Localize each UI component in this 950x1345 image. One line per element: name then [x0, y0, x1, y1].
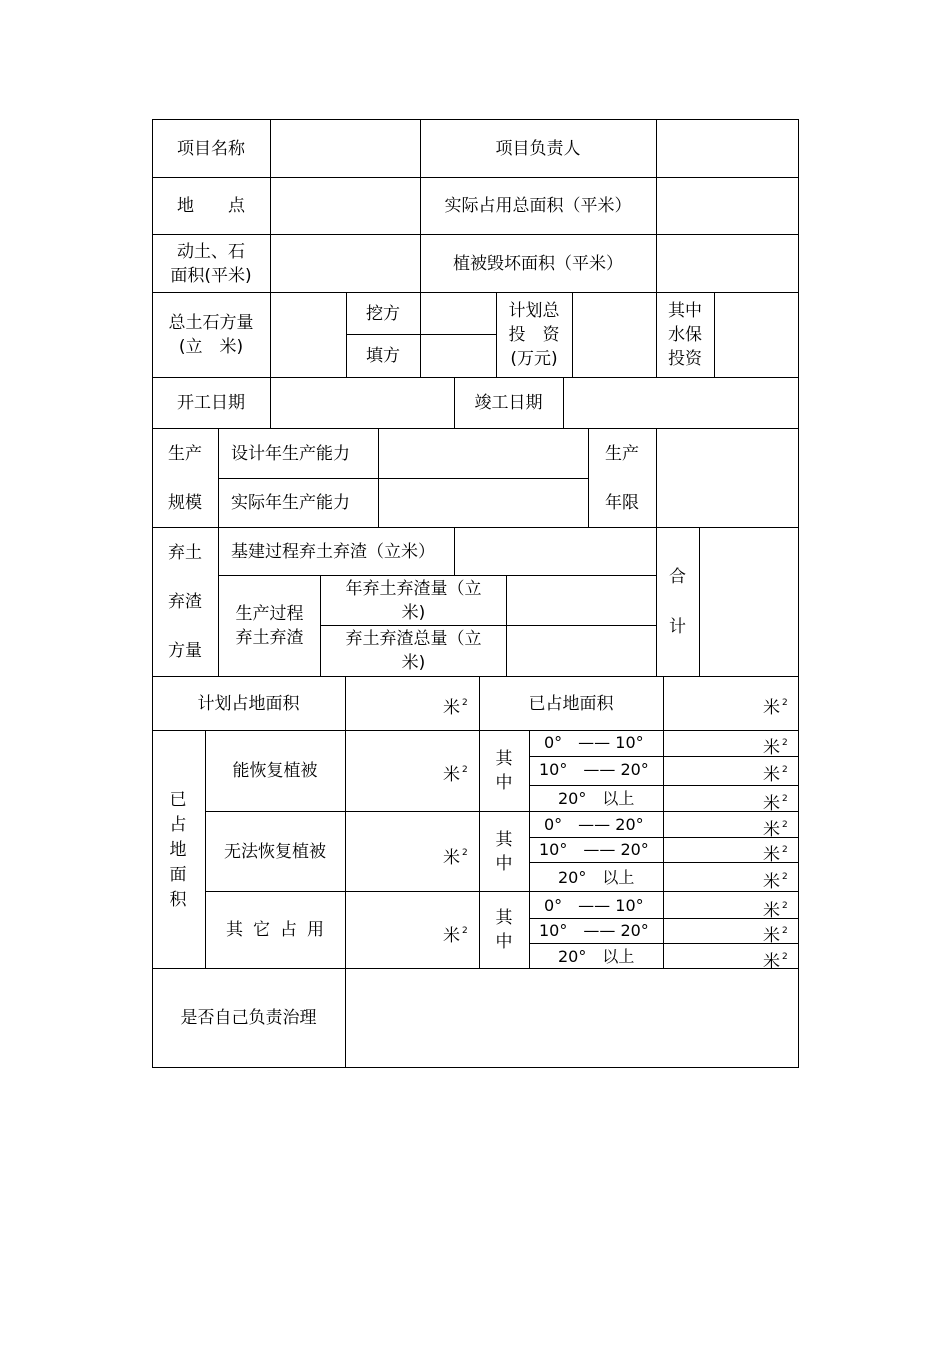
unit-text: 米 — [763, 794, 780, 814]
slope-unit — [763, 866, 788, 893]
unit-text: 米 — [763, 820, 780, 840]
excavation-label: 挖方 — [366, 303, 400, 324]
unit-text: 米 — [443, 698, 460, 718]
soil-investment-line2: 水保 — [668, 325, 702, 345]
slope-range: 0° —— 10° — [544, 733, 644, 752]
slope-divider — [529, 756, 799, 757]
occupied-char: 面 — [169, 865, 187, 885]
production-scale-label — [152, 429, 218, 527]
unit-superscript: 2 — [462, 698, 468, 708]
spoil-volume-label — [152, 528, 218, 676]
table-border-right — [798, 119, 799, 1068]
planned-investment-label — [496, 293, 572, 377]
occupied-char: 占 — [169, 815, 187, 835]
among-line1: 其 — [495, 749, 513, 769]
earth-area-label — [152, 235, 270, 292]
unit-text: 米 — [763, 901, 780, 921]
slope-unit — [763, 759, 788, 786]
production-period-label — [588, 429, 656, 527]
earth-area-label-line2: 面积(平米) — [170, 265, 252, 286]
among-line1: 其 — [495, 908, 513, 928]
restorable-vegetation-label: 能恢复植被 — [232, 761, 318, 781]
fill-label: 填方 — [366, 346, 400, 366]
sum-line1: 合 — [669, 567, 686, 587]
spoil-volume-line1: 弃土 — [168, 542, 202, 563]
col-divider — [563, 377, 564, 428]
planned-area-label: 计划占地面积 — [197, 693, 300, 714]
earth-area-label-line1: 动土、石 — [177, 241, 245, 262]
production-period-line2: 年限 — [605, 492, 639, 513]
planned-investment-line1: 计划总 — [508, 301, 560, 321]
occupied-area-label: 已占地面积 — [528, 693, 614, 714]
unit-superscript: 2 — [782, 952, 788, 962]
occupied-area-unit — [763, 692, 788, 719]
unit-superscript: 2 — [782, 765, 788, 775]
unit-superscript: 2 — [782, 820, 788, 830]
col-divider — [699, 527, 700, 676]
unit-text: 米 — [763, 952, 780, 972]
slope-divider — [529, 785, 799, 786]
production-period-line1: 生产 — [605, 443, 639, 464]
annual-spoil-line2: 米) — [401, 602, 426, 623]
among-line1: 其 — [495, 829, 513, 850]
unit-text: 米 — [763, 872, 780, 892]
among-label — [479, 892, 529, 968]
unit-text: 米 — [763, 765, 780, 785]
slope-divider — [529, 862, 799, 863]
col-divider — [656, 119, 657, 292]
occupied-char: 地 — [169, 840, 187, 860]
total-volume-label-line1: 总土石方量 — [168, 313, 254, 333]
production-scale-line2: 规模 — [168, 492, 202, 513]
slope-unit — [763, 814, 788, 841]
restorable-vegetation-unit — [443, 759, 468, 786]
slope-unit — [763, 839, 788, 866]
vegetation-area-label: 植被毁坏面积（平米） — [453, 253, 623, 274]
production-spoil-label — [219, 576, 320, 676]
planned-investment-line3: (万元) — [510, 349, 558, 369]
occupied-land-vertical-label — [166, 788, 190, 913]
slope-range: 10° —— 20° — [539, 921, 649, 940]
unit-text: 米 — [763, 738, 780, 758]
other-occupation-label: 其它占用 — [226, 920, 334, 940]
project-name-label: 项目名称 — [177, 138, 245, 159]
slope-divider — [529, 837, 799, 838]
among-line2: 中 — [495, 853, 513, 874]
among-label — [479, 731, 529, 811]
unit-superscript: 2 — [462, 926, 468, 936]
slope-range: 20° 以上 — [558, 947, 635, 966]
unit-superscript: 2 — [782, 794, 788, 804]
production-scale-line1: 生产 — [168, 443, 202, 464]
actual-area-label: 实际占用总面积（平米） — [444, 196, 632, 216]
unit-superscript: 2 — [782, 926, 788, 936]
slope-divider — [529, 918, 799, 919]
non-restorable-vegetation-unit — [443, 842, 468, 869]
location-label: 地 点 — [177, 196, 245, 216]
annual-spoil-line1: 年弃土弃渣量（立 — [345, 578, 482, 599]
col-divider — [270, 292, 271, 377]
production-spoil-line2: 弃土弃渣 — [235, 628, 304, 648]
project-leader-label: 项目负责人 — [495, 138, 581, 159]
col-divider — [529, 730, 530, 968]
slope-range: 20° 以上 — [558, 868, 635, 887]
among-line2: 中 — [495, 932, 513, 952]
unit-text: 米 — [763, 845, 780, 865]
unit-superscript: 2 — [462, 765, 468, 775]
occupied-char: 已 — [169, 790, 187, 810]
slope-range: 10° —— 20° — [539, 760, 649, 779]
slope-unit — [763, 895, 788, 922]
total-volume-label-line2: (立 米) — [178, 337, 244, 357]
soil-conservation-investment-label — [656, 293, 714, 377]
completion-date-label: 竣工日期 — [474, 393, 543, 413]
unit-superscript: 2 — [462, 848, 468, 858]
col-divider — [663, 676, 664, 730]
unit-text: 米 — [763, 698, 780, 718]
col-divider — [345, 730, 346, 1068]
total-spoil-label — [321, 626, 506, 676]
other-occupation-unit — [443, 920, 468, 947]
spoil-volume-line3: 方量 — [168, 641, 202, 662]
total-spoil-line1: 弃土弃渣总量（立 — [345, 629, 482, 649]
among-label — [479, 812, 529, 891]
actual-capacity-label: 实际年生产能力 — [231, 493, 350, 513]
unit-superscript: 2 — [782, 738, 788, 748]
slope-unit — [763, 946, 788, 973]
total-spoil-line2: 米) — [401, 653, 426, 673]
unit-superscript: 2 — [782, 698, 788, 708]
planned-investment-line2: 投 资 — [508, 325, 560, 345]
occupied-char: 积 — [169, 890, 187, 910]
unit-superscript: 2 — [782, 845, 788, 855]
unit-text: 米 — [443, 926, 460, 946]
col-divider — [270, 377, 271, 428]
soil-investment-line1: 其中 — [668, 301, 702, 321]
slope-divider — [529, 943, 799, 944]
design-capacity-label: 设计年生产能力 — [231, 443, 350, 464]
sum-label — [656, 528, 699, 676]
unit-text: 米 — [443, 765, 460, 785]
production-spoil-line1: 生产过程 — [235, 604, 304, 624]
unit-text: 米 — [443, 848, 460, 868]
slope-range: 0° —— 10° — [544, 896, 644, 915]
col-divider — [663, 730, 664, 968]
col-divider — [345, 676, 346, 730]
annual-spoil-label — [321, 576, 506, 625]
unit-text: 米 — [763, 926, 780, 946]
slope-unit — [763, 732, 788, 759]
total-volume-label — [152, 293, 270, 377]
non-restorable-vegetation-label: 无法恢复植被 — [224, 841, 326, 862]
construction-spoil-label: 基建过程弃土弃渣（立米） — [231, 541, 435, 562]
slope-range: 20° 以上 — [558, 789, 635, 808]
unit-superscript: 2 — [782, 901, 788, 911]
slope-unit — [763, 920, 788, 947]
col-divider — [270, 119, 271, 292]
col-divider — [714, 292, 715, 377]
unit-superscript: 2 — [782, 872, 788, 882]
soil-investment-line3: 投资 — [668, 349, 702, 369]
planned-area-unit — [443, 692, 468, 719]
table-border-bottom — [152, 1067, 799, 1068]
slope-unit — [763, 788, 788, 815]
start-date-label: 开工日期 — [177, 393, 245, 413]
among-line2: 中 — [495, 773, 513, 793]
slope-range: 0° —— 20° — [544, 815, 644, 834]
self-management-label: 是否自己负责治理 — [180, 1008, 317, 1028]
col-divider — [656, 428, 657, 527]
spoil-volume-line2: 弃渣 — [168, 591, 202, 612]
sum-line2: 计 — [669, 617, 686, 637]
slope-range: 10° —— 20° — [539, 840, 649, 859]
col-divider — [572, 292, 573, 377]
